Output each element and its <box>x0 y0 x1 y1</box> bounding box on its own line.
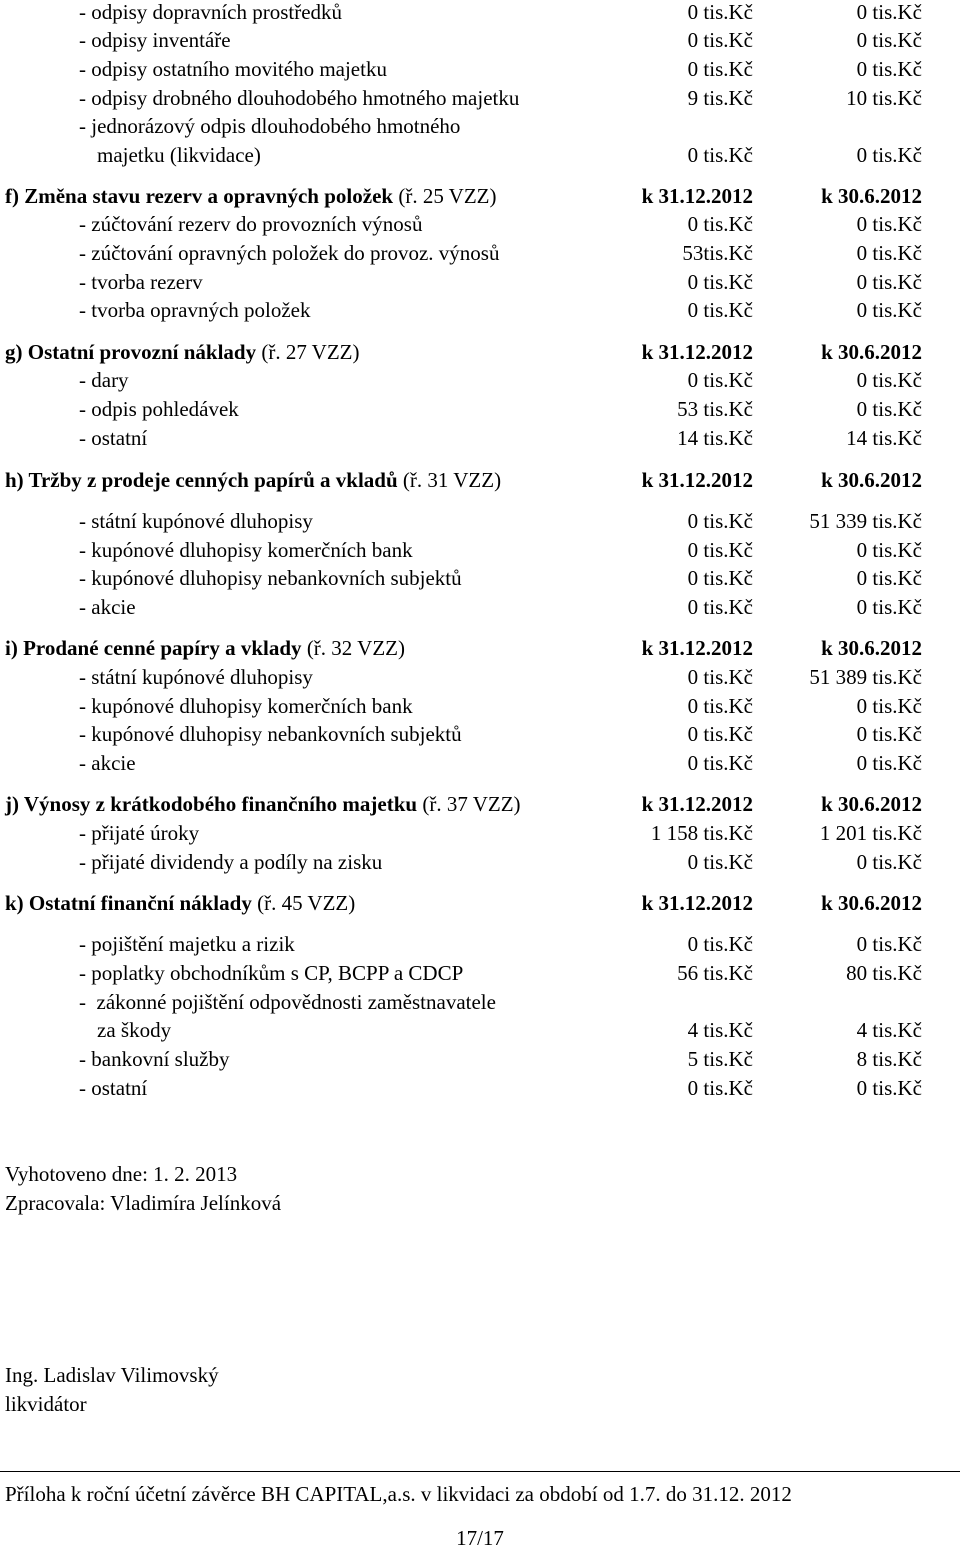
row-label: - akcie <box>79 751 136 775</box>
value-2012-12: 0 tis.Kč <box>687 28 753 52</box>
row-label: majetku (likvidace) <box>97 143 261 167</box>
value-2012-06: 0 tis.Kč <box>856 143 922 167</box>
value-2012-06: 0 tis.Kč <box>856 932 922 956</box>
value-2012-12: 0 tis.Kč <box>687 1076 753 1100</box>
attachment-line: Příloha k roční účetní závěrce BH CAPITAL,a.s. v likvidaci za období od 1.7. do 31.12. 2012 <box>5 1482 792 1506</box>
value-2012-12: 0 tis.Kč <box>687 932 753 956</box>
value-2012-12: 0 tis.Kč <box>687 595 753 619</box>
value-2012-12: 0 tis.Kč <box>687 751 753 775</box>
section-heading <box>0 790 960 818</box>
value-2012-06: 51 389 tis.Kč <box>809 665 922 689</box>
table-row <box>0 26 960 54</box>
row-label: - přijaté dividendy a podíly na zisku <box>79 850 383 874</box>
column-header-2012-06: k 30.6.2012 <box>821 340 922 364</box>
value-2012-12: 0 tis.Kč <box>687 57 753 81</box>
value-2012-06: 51 339 tis.Kč <box>809 509 922 533</box>
table-row <box>0 268 960 296</box>
row-label: - zúčtování opravných položek do provoz. výnosů <box>79 241 500 265</box>
section-heading <box>0 634 960 662</box>
row-label: - kupónové dluhopisy komerčních bank <box>79 538 413 562</box>
value-2012-12: 0 tis.Kč <box>687 212 753 236</box>
date-line: Vyhotoveno dne: 1. 2. 2013 <box>5 1162 238 1186</box>
column-header-2012-06: k 30.6.2012 <box>821 636 922 660</box>
row-label: - bankovní služby <box>79 1047 230 1071</box>
table-row <box>0 424 960 452</box>
value-2012-06: 0 tis.Kč <box>856 694 922 718</box>
table-row <box>0 848 960 876</box>
value-2012-06: 10 tis.Kč <box>846 86 922 110</box>
row-label: - kupónové dluhopisy nebankovních subjektů <box>79 722 462 746</box>
section-title: j) Výnosy z krátkodobého finančního majetku (ř. 37 VZZ) <box>5 792 521 816</box>
column-header-2012-12: k 31.12.2012 <box>641 340 753 364</box>
table-row <box>0 692 960 720</box>
value-2012-06: 0 tis.Kč <box>856 270 922 294</box>
value-2012-12: 0 tis.Kč <box>687 566 753 590</box>
value-2012-12: 0 tis.Kč <box>687 509 753 533</box>
row-label: - poplatky obchodníkům s CP, BCPP a CDCP <box>79 961 464 985</box>
value-2012-06: 0 tis.Kč <box>856 538 922 562</box>
table-row <box>0 1074 960 1102</box>
column-header-2012-12: k 31.12.2012 <box>641 184 753 208</box>
row-label: - tvorba opravných položek <box>79 298 311 322</box>
value-2012-06: 14 tis.Kč <box>846 426 922 450</box>
value-2012-06: 0 tis.Kč <box>856 241 922 265</box>
section-heading <box>0 182 960 210</box>
value-2012-12: 0 tis.Kč <box>687 270 753 294</box>
value-2012-12: 0 tis.Kč <box>687 694 753 718</box>
table-row <box>0 930 960 958</box>
section-heading <box>0 466 960 494</box>
value-2012-12: 5 tis.Kč <box>687 1047 753 1071</box>
table-row <box>0 112 960 140</box>
value-2012-06: 0 tis.Kč <box>856 298 922 322</box>
value-2012-12: 0 tis.Kč <box>687 665 753 689</box>
value-2012-12: 0 tis.Kč <box>687 538 753 562</box>
row-label: - zákonné pojištění odpovědnosti zaměstnavatele <box>79 990 496 1014</box>
column-header-2012-12: k 31.12.2012 <box>641 468 753 492</box>
table-row <box>0 296 960 324</box>
table-row <box>0 720 960 748</box>
column-header-2012-06: k 30.6.2012 <box>821 792 922 816</box>
value-2012-12: 1 158 tis.Kč <box>650 821 753 845</box>
value-2012-06: 1 201 tis.Kč <box>819 821 922 845</box>
value-2012-06: 0 tis.Kč <box>856 850 922 874</box>
page-number: 17/17 <box>456 1526 504 1550</box>
column-header-2012-12: k 31.12.2012 <box>641 891 753 915</box>
row-label: - odpisy ostatního movitého majetku <box>79 57 387 81</box>
value-2012-12: 0 tis.Kč <box>687 0 753 24</box>
value-2012-12: 9 tis.Kč <box>687 86 753 110</box>
row-label: - odpis pohledávek <box>79 397 239 421</box>
table-row <box>0 564 960 592</box>
value-2012-06: 0 tis.Kč <box>856 1076 922 1100</box>
row-label: - přijaté úroky <box>79 821 200 845</box>
table-row <box>0 239 960 267</box>
value-2012-12: 4 tis.Kč <box>687 1018 753 1042</box>
table-row <box>0 593 960 621</box>
table-row <box>0 988 960 1016</box>
row-label: - státní kupónové dluhopisy <box>79 509 313 533</box>
table-row <box>0 959 960 987</box>
table-row <box>0 749 960 777</box>
table-row <box>0 55 960 83</box>
table-row <box>0 210 960 238</box>
column-header-2012-06: k 30.6.2012 <box>821 468 922 492</box>
value-2012-06: 0 tis.Kč <box>856 368 922 392</box>
value-2012-12: 0 tis.Kč <box>687 850 753 874</box>
value-2012-06: 0 tis.Kč <box>856 722 922 746</box>
column-header-2012-12: k 31.12.2012 <box>641 636 753 660</box>
prepared-by: Zpracovala: Vladimíra Jelínková <box>5 1191 282 1215</box>
table-row <box>0 366 960 394</box>
value-2012-12: 56 tis.Kč <box>677 961 753 985</box>
table-row <box>0 536 960 564</box>
table-row <box>0 1045 960 1073</box>
column-header-2012-06: k 30.6.2012 <box>821 891 922 915</box>
value-2012-12: 53 tis.Kč <box>677 397 753 421</box>
table-row <box>0 395 960 423</box>
value-2012-06: 0 tis.Kč <box>856 397 922 421</box>
signatory-name: Ing. Ladislav Vilimovský <box>5 1363 219 1387</box>
row-label: - tvorba rezerv <box>79 270 203 294</box>
value-2012-06: 0 tis.Kč <box>856 566 922 590</box>
column-header-2012-06: k 30.6.2012 <box>821 184 922 208</box>
row-label: - akcie <box>79 595 136 619</box>
row-label: - zúčtování rezerv do provozních výnosů <box>79 212 423 236</box>
row-label: - odpisy inventáře <box>79 28 231 52</box>
section-heading <box>0 889 960 917</box>
value-2012-12: 53tis.Kč <box>682 241 753 265</box>
value-2012-12: 0 tis.Kč <box>687 368 753 392</box>
value-2012-12: 0 tis.Kč <box>687 298 753 322</box>
value-2012-06: 0 tis.Kč <box>856 0 922 24</box>
row-label: - kupónové dluhopisy nebankovních subjektů <box>79 566 462 590</box>
value-2012-06: 0 tis.Kč <box>856 595 922 619</box>
value-2012-12: 0 tis.Kč <box>687 143 753 167</box>
row-label: - dary <box>79 368 129 392</box>
value-2012-06: 8 tis.Kč <box>856 1047 922 1071</box>
table-row <box>0 1016 960 1044</box>
value-2012-06: 80 tis.Kč <box>846 961 922 985</box>
section-title: k) Ostatní finanční náklady (ř. 45 VZZ) <box>5 891 356 915</box>
value-2012-06: 4 tis.Kč <box>856 1018 922 1042</box>
table-row <box>0 819 960 847</box>
section-heading <box>0 338 960 366</box>
value-2012-06: 0 tis.Kč <box>856 212 922 236</box>
signatory-role: likvidátor <box>5 1392 87 1416</box>
footer-divider <box>0 1471 960 1472</box>
value-2012-12: 0 tis.Kč <box>687 722 753 746</box>
row-label: - jednorázový odpis dlouhodobého hmotného <box>79 114 461 138</box>
value-2012-06: 0 tis.Kč <box>856 28 922 52</box>
value-2012-12: 14 tis.Kč <box>677 426 753 450</box>
row-label: - ostatní <box>79 426 148 450</box>
table-row <box>0 0 960 26</box>
table-row <box>0 663 960 691</box>
section-title: i) Prodané cenné papíry a vklady (ř. 32 VZZ) <box>5 636 405 660</box>
row-label: - pojištění majetku a rizik <box>79 932 295 956</box>
section-title: g) Ostatní provozní náklady (ř. 27 VZZ) <box>5 340 360 364</box>
value-2012-06: 0 tis.Kč <box>856 751 922 775</box>
row-label: - ostatní <box>79 1076 148 1100</box>
row-label: - státní kupónové dluhopisy <box>79 665 313 689</box>
row-label: - kupónové dluhopisy komerčních bank <box>79 694 413 718</box>
section-title: f) Změna stavu rezerv a opravných položek (ř. 25 VZZ) <box>5 184 497 208</box>
row-label: za škody <box>97 1018 172 1042</box>
table-row <box>0 141 960 169</box>
table-row <box>0 84 960 112</box>
table-row <box>0 507 960 535</box>
row-label: - odpisy drobného dlouhodobého hmotného majetku <box>79 86 520 110</box>
value-2012-06: 0 tis.Kč <box>856 57 922 81</box>
row-label: - odpisy dopravních prostředků <box>79 0 343 24</box>
column-header-2012-12: k 31.12.2012 <box>641 792 753 816</box>
section-title: h) Tržby z prodeje cenných papírů a vkladů (ř. 31 VZZ) <box>5 468 502 492</box>
